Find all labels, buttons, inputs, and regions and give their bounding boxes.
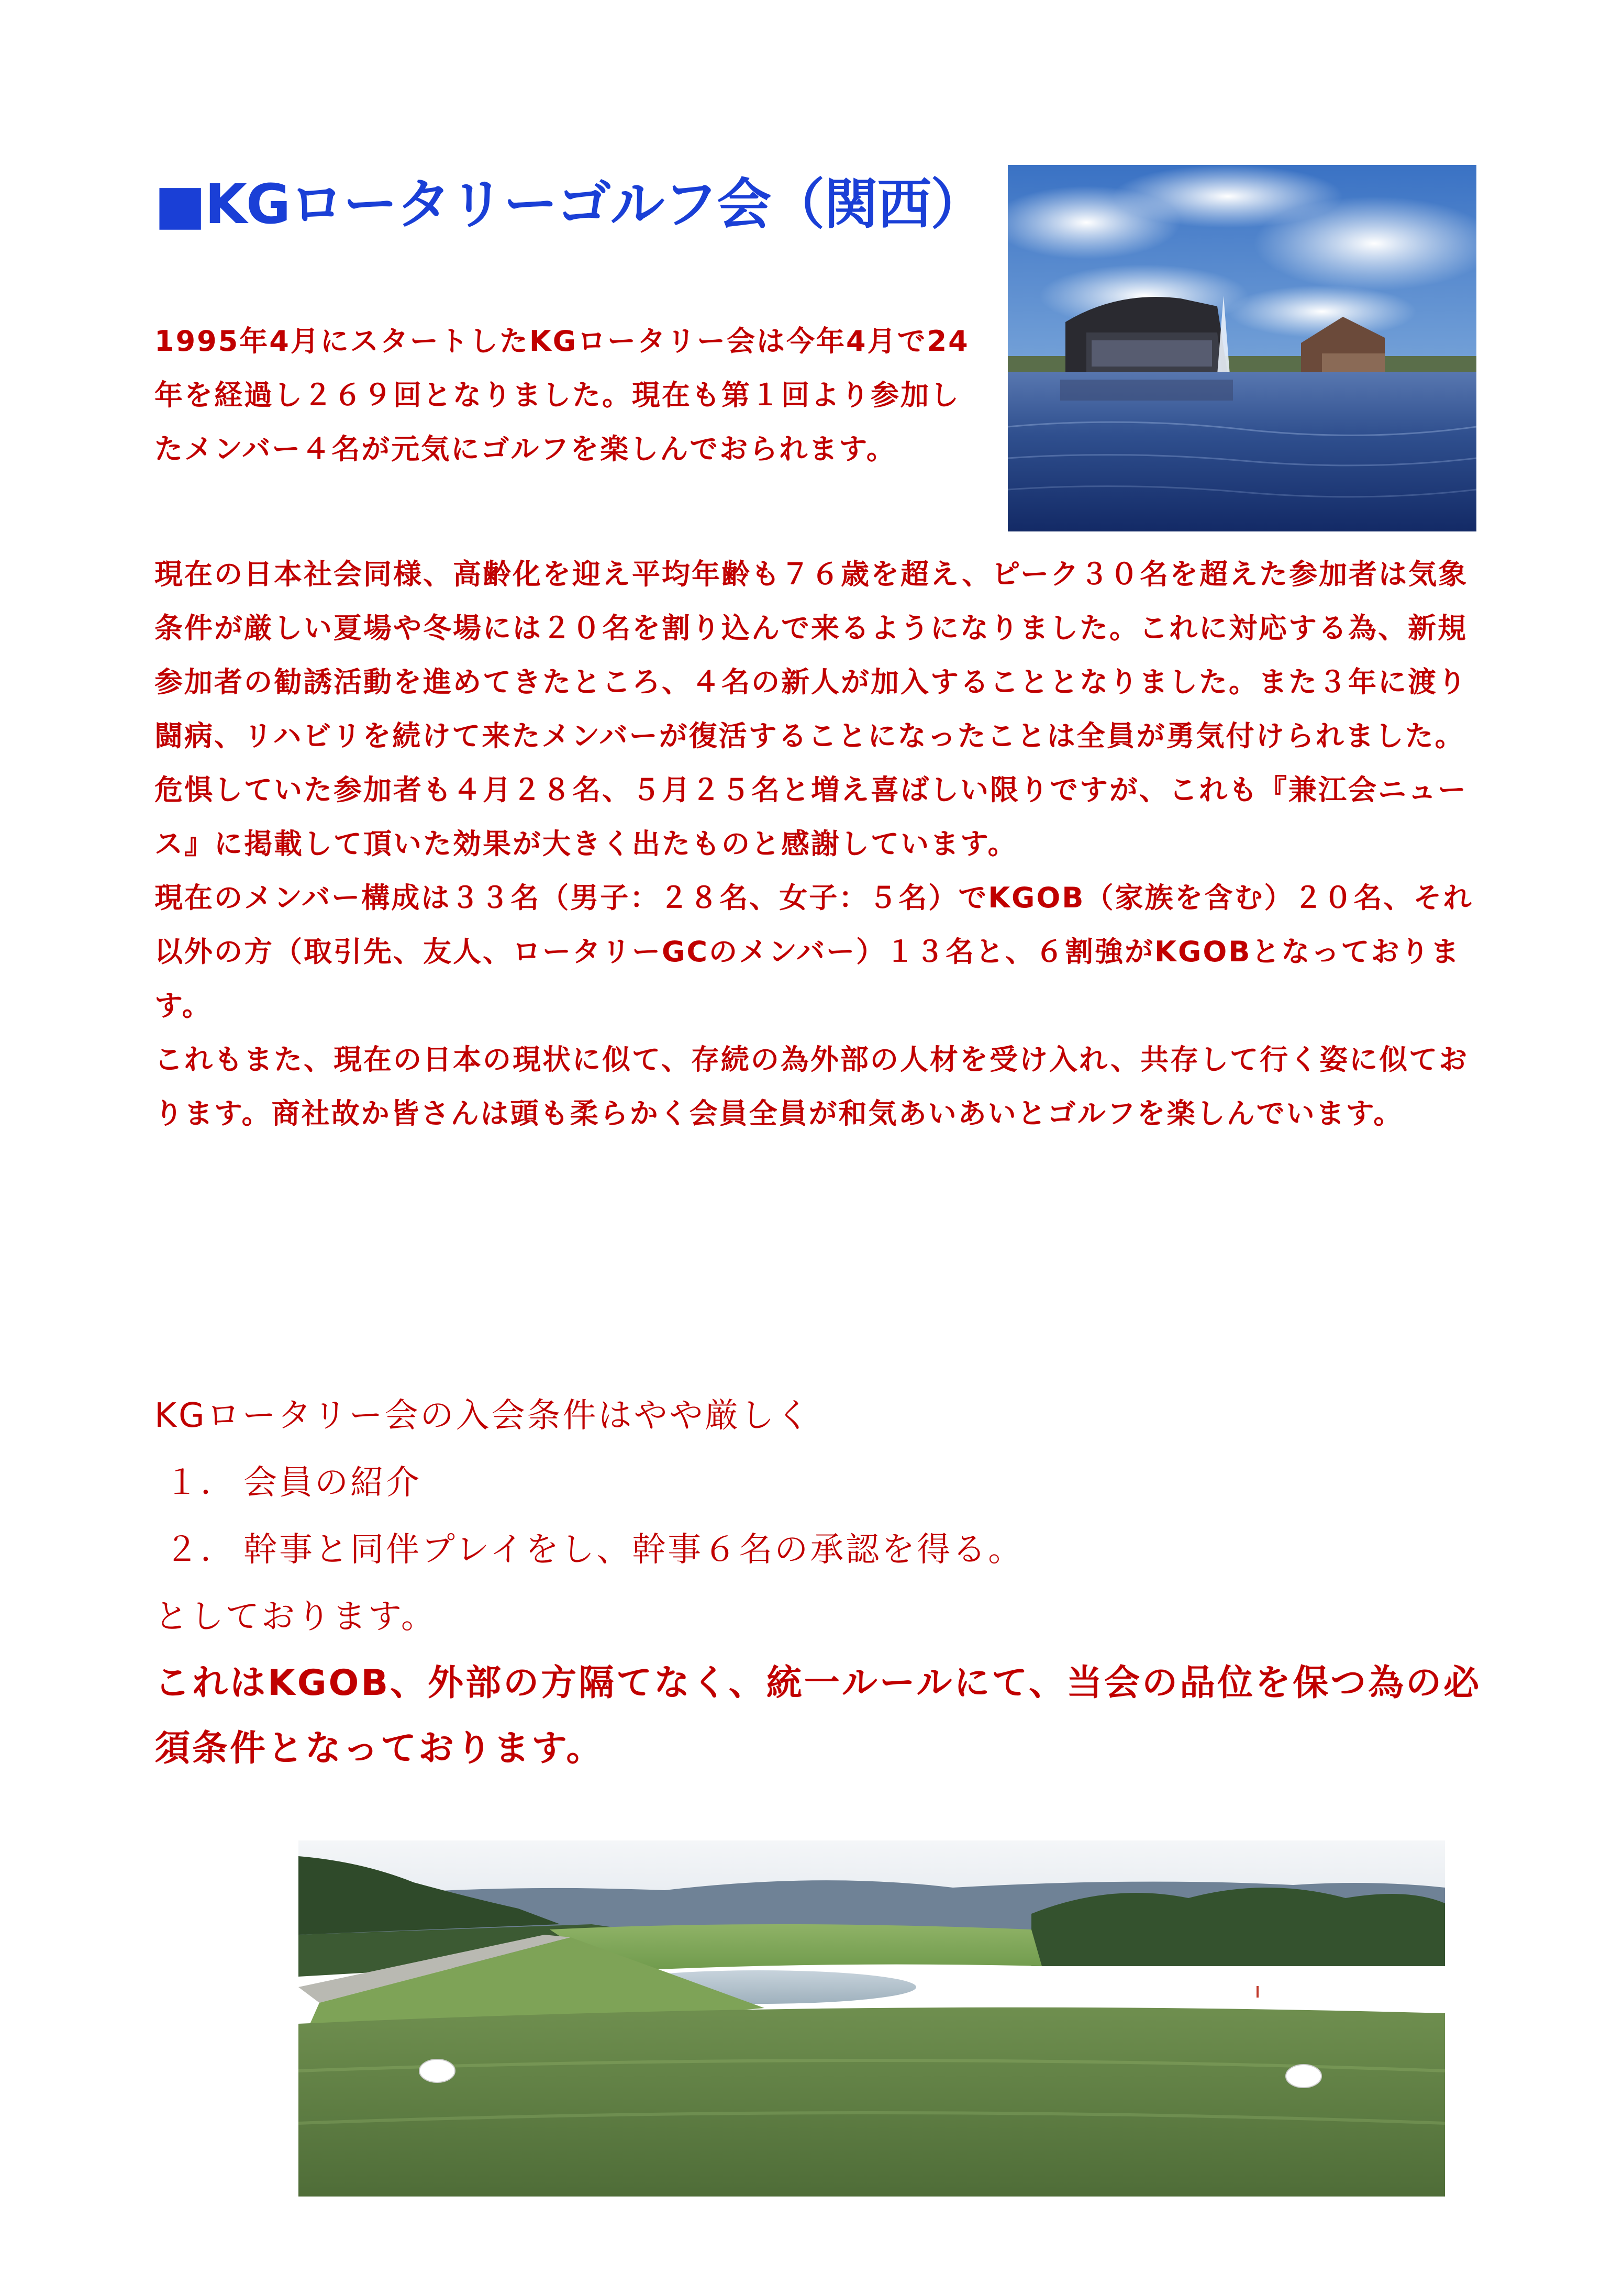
condition-number: １． <box>165 1463 236 1502</box>
condition-text: 会員の紹介 <box>243 1463 421 1502</box>
conditions-closing: としております。 <box>154 1598 437 1636</box>
condition-text: 幹事と同伴プレイをし、幹事６名の承認を得る。 <box>243 1530 1024 1569</box>
body-paragraph: これもまた、現在の日本の現状に似て、存続の為外部の人材を受け入れ、共存して行く姿に似ております。商社故か皆さんは頭も柔らかく会員全員が和気あいあいとゴルフを楽しんでいます。 <box>154 1043 1469 1130</box>
body-paragraph: 現在のメンバー構成は３３名（男子：２８名、女子：５名）でKGOB（家族を含む）２０名、それ以外の方（取引先、友人、ロータリーGCのメンバー）１３名と、６割強がKGOBとなっております。 <box>154 881 1473 1022</box>
body-paragraph: 現在の日本社会同様、高齢化を迎え平均年齢も７６歳を超え、ピーク３０名を超えた参加者は気象条件が厳しい夏場や冬場には２０名を割り込んで来るようになりました。これに対応する為、新規参加者の勧誘活動を進めてきたところ、４名の新人が加入することとなりました。また３年に渡り闘病、リハビリを続けて来たメンバーが復活することになったことは全員が勇気付けられました。 <box>154 558 1469 752</box>
condition-item <box>154 1449 1484 1516</box>
conditions-lead: KGロータリー会の入会条件はやや厳しく <box>154 1396 812 1435</box>
clubhouse-photo <box>1008 165 1476 531</box>
condition-item <box>154 1516 1484 1583</box>
body-paragraph: 危惧していた参加者も４月２８名、５月２５名と増え喜ばしい限りですが、これも『兼江会ニュース』に掲載して頂いた効果が大きく出たものと感謝しています。 <box>154 773 1468 860</box>
condition-number: ２． <box>165 1530 236 1569</box>
page-title: ■KGロータリーゴルフ会（関西） <box>154 172 984 236</box>
golf-course-photo <box>298 1778 1445 2197</box>
conditions-note: これはKGOB、外部の方隔てなく、統一ルールにて、当会の品位を保つ為の必須条件となっております。 <box>154 1662 1482 1769</box>
membership-conditions <box>154 1382 1484 1781</box>
body-section <box>154 547 1474 1140</box>
intro-section <box>154 314 987 476</box>
intro-paragraph: 1995年4月にスタートしたKGロータリー会は今年4月で24年を経過し２６９回となりました。現在も第１回より参加したメンバー４名が元気にゴルフを楽しんでおられます。 <box>154 325 970 465</box>
